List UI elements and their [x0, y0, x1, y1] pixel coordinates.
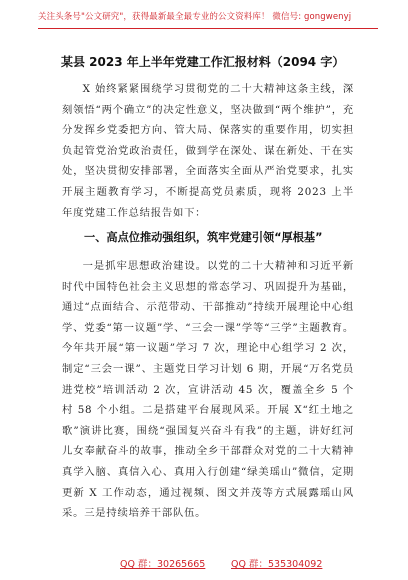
banner-divider	[38, 28, 378, 29]
section-body-paragraph: 一是抓牢思想政治建设。以党的二十大精神和习近平新时代中国特色社会主义思想的常态学习、巩固提升为基础，通过“点面结合、示范带动、干部推动”持续开展理论中心组学、党委“第一议题”学、“三会一课”学等“三学”主题教育。今年共开展“第一议题”学习 7 次，理论中心组学习 2 次，制定“三会一课”、主题党日学习计划 6 期，开展“万名党员进党校”培训活动 2 次，宣讲活动 45 次，覆盖全乡 5 个村 58 个小组。二是搭建平台展现风采。开展 X“红土地之歌”演讲比赛，围绕“强国复兴奋斗有我”的主题，讲好红河儿女奉献奋斗的故事，推动全乡干部群众对党的二十大精神真学入脑、真信入心、真用入行创建“绿美瑶山”微信，定期更新 X 工作动态，通过视频、图文并茂等方式展露瑶山风采。三是持续培养干部队伍。	[62, 260, 354, 520]
footer-qq-group-2	[231, 556, 322, 570]
section-heading: 一、高点位推动强组织，筑牢党建引领“厚根基”	[84, 231, 323, 244]
header-banner	[0, 0, 408, 36]
footer-qq1-label: QQ 群：	[120, 559, 157, 570]
footer-qq2-label: QQ 群：	[231, 559, 268, 570]
intro-paragraph: X 始终紧紧围绕学习贯彻党的二十大精神这条主线，深刻领悟“两个确立”的决定性意义，坚决做到“两个维护”，充分发挥乡党委把方向、管大局、保落实的重要作用，切实担负起管党治党政治责任，做到学在深处、谋在新处、干在实处，坚决贯彻安排部署，全面落实全面从严治党要求，扎实开展主题教育学习，不断提高党员素质，现将 2023 上半年度党建工作总结报告如下：	[62, 83, 354, 219]
footer	[0, 556, 408, 576]
footer-qq2-number[interactable]: 535304092	[267, 559, 323, 570]
footer-qq-group-1	[120, 556, 205, 570]
footer-qq1-number[interactable]: 30265665	[156, 559, 206, 570]
document-title: 某县 2023 年上半年党建工作汇报材料（2094 字）	[61, 55, 345, 69]
banner-promo-text: 关注头条号"公文研究"，获得最新最全最专业的公文资料库！ 微信号: gongwenyj	[38, 12, 352, 22]
